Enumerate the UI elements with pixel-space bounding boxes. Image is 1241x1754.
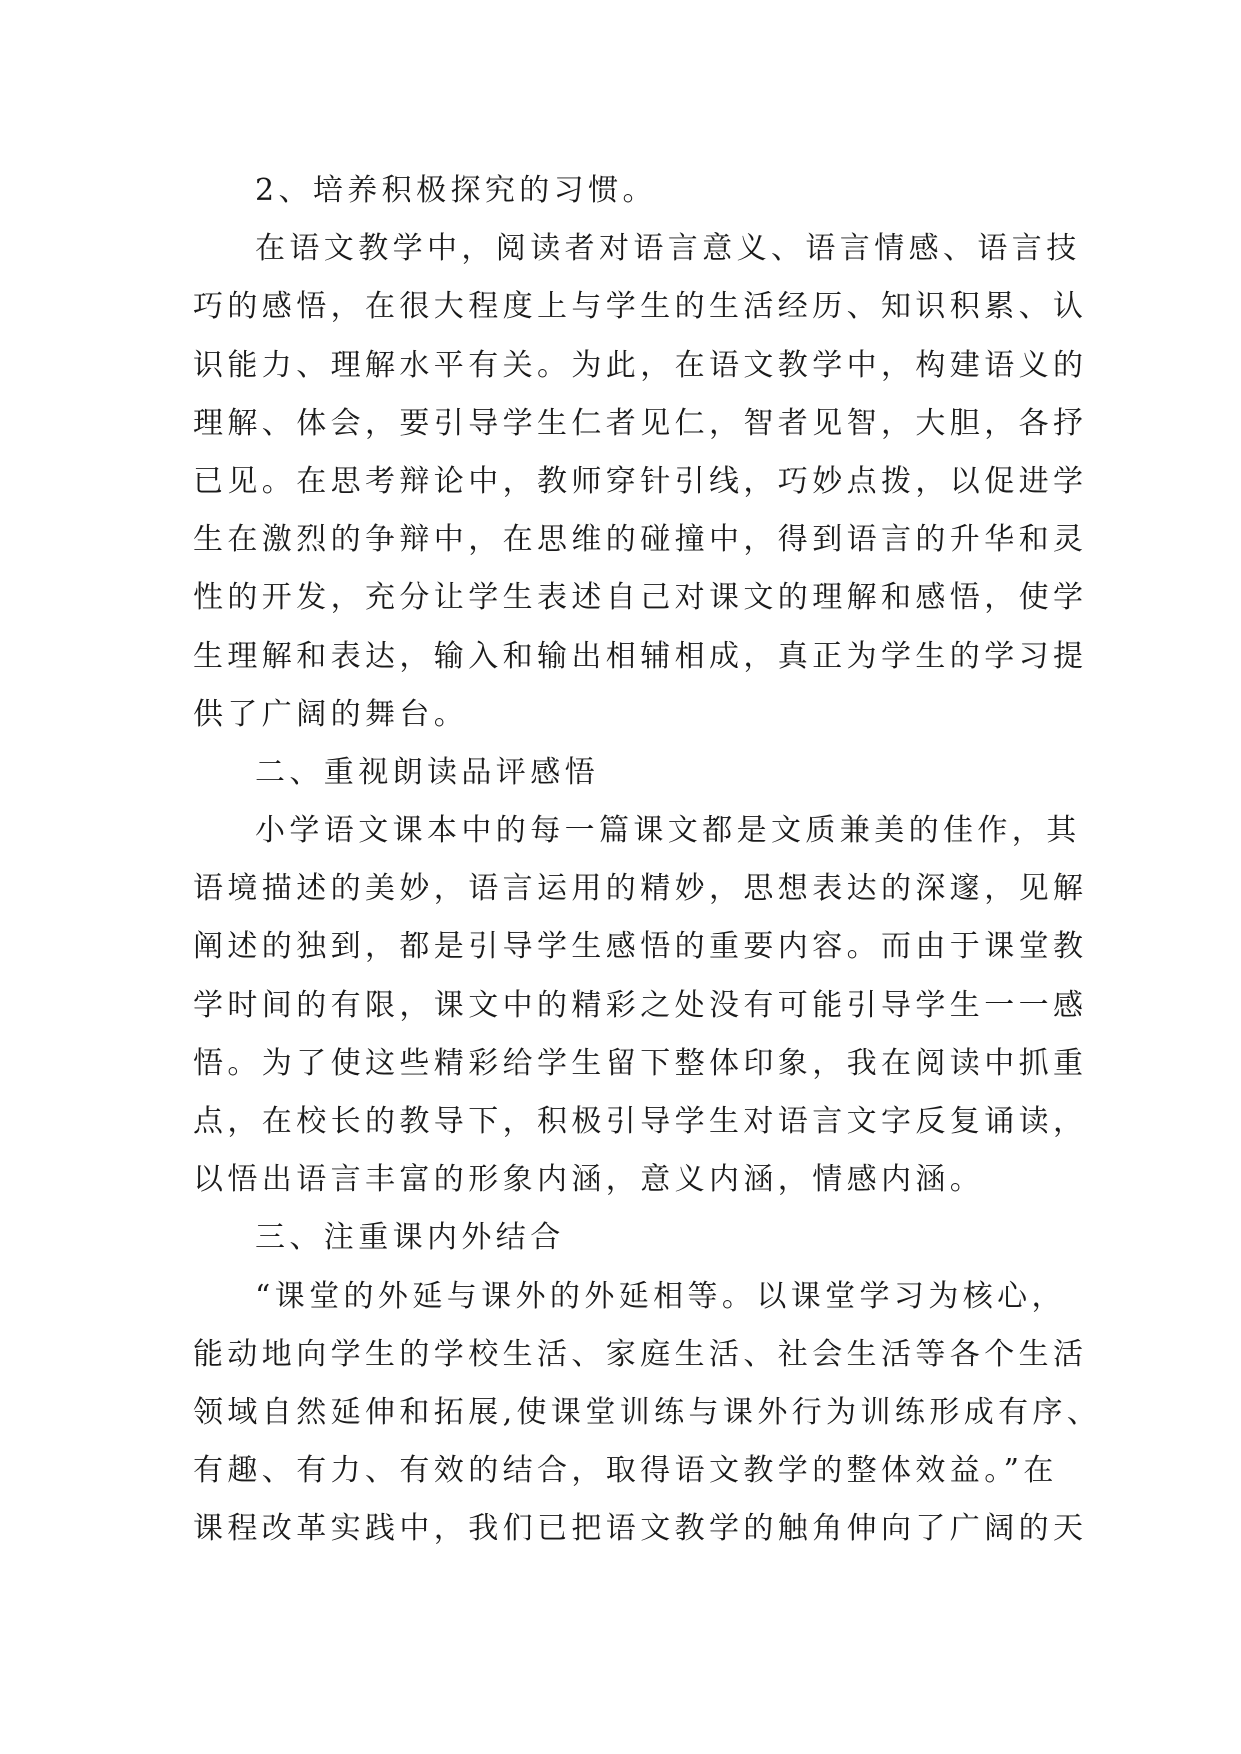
section-heading: 2、培养积极探究的习惯。 — [255, 173, 657, 208]
text-line: 以悟出语言丰富的形象内涵，意义内涵，情感内涵。 — [193, 1162, 985, 1198]
section-heading: 二、重视朗读品评感悟 — [255, 754, 599, 790]
text-line: 巧的感悟，在很大程度上与学生的生活经历、知识积累、认 — [193, 289, 1088, 325]
text-line: 在语文教学中，阅读者对语言意义、语言情感、语言技 — [255, 231, 1081, 267]
text-line: 能动地向学生的学校生活、家庭生活、社会生活等各个生活 — [193, 1336, 1088, 1372]
text-line: 语境描述的美妙，语言运用的精妙，思想表达的深邃，见解 — [193, 871, 1088, 907]
text-line: 点，在校长的教导下，积极引导学生对语言文字反复诵读， — [193, 1104, 1088, 1139]
text-line: 小学语文课本中的每一篇课文都是文质兼美的佳作，其 — [255, 813, 1081, 849]
text-line: 供了广阔的舞台。 — [193, 696, 469, 732]
text-line: 已见。在思考辩论中，教师穿针引线，巧妙点拨，以促进学 — [193, 463, 1088, 499]
text-line: “课堂的外延与课外的外延相等。以课堂学习为核心， — [255, 1278, 1066, 1314]
section-heading: 三、注重课内外结合 — [255, 1220, 565, 1256]
text-line: 悟。为了使这些精彩给学生留下整体印象，我在阅读中抓重 — [193, 1045, 1088, 1081]
text-line: 领域自然延伸和拓展,使课堂训练与课外行为训练形成有序、 — [193, 1394, 1102, 1430]
text-line: 课程改革实践中，我们已把语文教学的触角伸向了广阔的天 — [193, 1511, 1088, 1547]
body-text — [193, 162, 1102, 1559]
text-line: 阐述的独到，都是引导学生感悟的重要内容。而由于课堂教 — [193, 929, 1088, 965]
text-line: 识能力、理解水平有关。为此，在语文教学中，构建语义的 — [193, 347, 1088, 383]
text-line: 理解、体会，要引导学生仁者见仁，智者见智，大胆，各抒 — [193, 405, 1088, 441]
text-line: 学时间的有限，课文中的精彩之处没有可能引导学生一一感 — [193, 987, 1088, 1023]
text-line: 生在激烈的争辩中，在思维的碰撞中，得到语言的升华和灵 — [193, 522, 1088, 558]
text-line: 性的开发，充分让学生表述自己对课文的理解和感悟，使学 — [193, 580, 1088, 616]
text-line: 有趣、有力、有效的结合，取得语文教学的整体效益。”在 — [193, 1453, 1058, 1489]
text-line: 生理解和表达，输入和输出相辅相成，真正为学生的学习提 — [193, 638, 1088, 674]
